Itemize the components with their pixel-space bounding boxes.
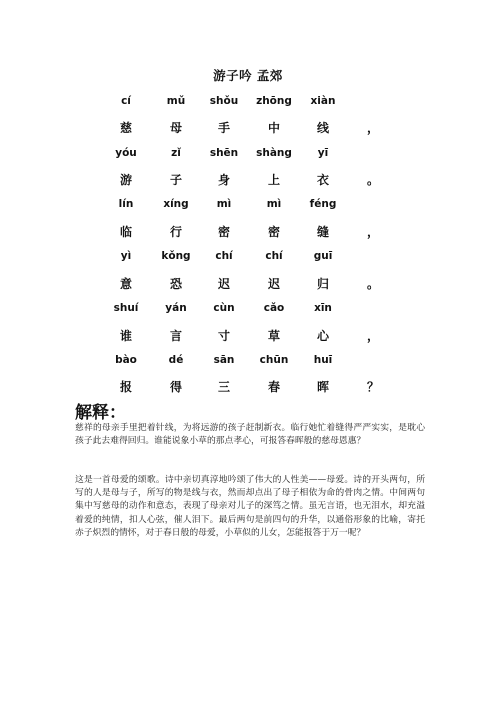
character-line-6 <box>0 378 496 396</box>
pinyin: kǒng <box>161 250 191 262</box>
character: 迟 <box>217 277 230 291</box>
explanation-heading: 解释： <box>75 403 126 423</box>
pinyin-line-2 <box>0 147 496 165</box>
pinyin-line-3 <box>0 198 496 216</box>
pinyin: cǎo <box>263 302 285 314</box>
pinyin: shēn <box>209 147 239 159</box>
pinyin: zǐ <box>171 147 181 159</box>
character: 中 <box>267 121 280 135</box>
pinyin: yán <box>165 302 187 314</box>
character: 密 <box>217 225 230 239</box>
pinyin: sān <box>213 354 235 366</box>
character: 归 <box>316 277 329 291</box>
pinyin: huī <box>313 354 333 366</box>
pinyin: chūn <box>259 354 289 366</box>
character: 衣 <box>316 173 329 187</box>
punctuation: ， <box>366 121 379 135</box>
character: 身 <box>217 173 230 187</box>
character: 春 <box>267 380 280 394</box>
pinyin: guī <box>313 250 333 262</box>
pinyin: féng <box>309 198 337 210</box>
pinyin: shuí <box>113 302 139 314</box>
pinyin: xīn <box>314 302 332 314</box>
character: 慈 <box>119 121 132 135</box>
pinyin: xíng <box>163 198 189 210</box>
character: 晖 <box>316 380 329 394</box>
explanation-paragraph-1: 慈祥的母亲手里把着针线，为将远游的孩子赶制新衣。临行她忙着缝得严严实实，是耽心孩子此去难得回归。谁能说象小草的那点孝心，可报答春晖般的慈母恩惠？ <box>75 423 425 447</box>
character: 言 <box>169 329 182 343</box>
pinyin: xiàn <box>310 95 336 107</box>
character: 意 <box>119 277 132 291</box>
character: 手 <box>217 121 230 135</box>
pinyin: chí <box>215 250 233 262</box>
character: 谁 <box>119 329 132 343</box>
character-line-3 <box>0 223 496 241</box>
character: 游 <box>119 173 132 187</box>
character: 得 <box>169 380 182 394</box>
pinyin: lín <box>118 198 134 210</box>
poem-title: 游子吟 孟郊 <box>213 68 283 83</box>
character-line-1 <box>0 119 496 137</box>
pinyin-line-4 <box>0 250 496 268</box>
character: 行 <box>169 225 182 239</box>
character: 临 <box>119 225 132 239</box>
explanation-paragraph-2: 这是一首母爱的颂歌。诗中亲切真淳地吟颂了伟大的人性美——母爱。诗的开头两句，所写的人是母与子，所写的物是线与衣，然而却点出了母子相依为命的骨肉之情。中间两句集中写慈母的动作和意态，表现了母亲对儿子的深笃之情。虽无言语，也无泪水，却充溢着爱的纯情，扣人心弦，催人泪下。最后两句是前四句的升华，以通俗形象的比喻，寄托赤子炽烈的情怀，对于春日般的母爱，小草似的儿女，怎能报答于万一呢？ <box>75 475 425 538</box>
pinyin: cùn <box>213 302 235 314</box>
character: 缝 <box>316 225 329 239</box>
punctuation: ， <box>366 225 379 239</box>
punctuation: 。 <box>366 277 379 291</box>
pinyin: shǒu <box>209 95 239 107</box>
pinyin: mì <box>266 198 282 210</box>
character: 迟 <box>267 277 280 291</box>
character: 密 <box>267 225 280 239</box>
character-line-5 <box>0 327 496 345</box>
pinyin-line-5 <box>0 302 496 320</box>
character: 心 <box>316 329 329 343</box>
character-line-4 <box>0 275 496 293</box>
punctuation: ？ <box>366 380 379 394</box>
pinyin: shàng <box>256 147 292 159</box>
character: 三 <box>217 380 230 394</box>
character: 恐 <box>169 277 182 291</box>
character-line-2 <box>0 171 496 189</box>
character: 母 <box>169 121 182 135</box>
pinyin: dé <box>168 354 184 366</box>
character: 线 <box>316 121 329 135</box>
pinyin: mì <box>216 198 232 210</box>
character: 报 <box>119 380 132 394</box>
character: 草 <box>267 329 280 343</box>
pinyin: yī <box>317 147 329 159</box>
pinyin-line-1 <box>0 95 496 113</box>
pinyin-line-6 <box>0 354 496 372</box>
character: 寸 <box>217 329 230 343</box>
pinyin: mǔ <box>166 95 186 107</box>
pinyin: bào <box>115 354 137 366</box>
pinyin: yóu <box>115 147 137 159</box>
pinyin: yì <box>120 250 132 262</box>
pinyin: chí <box>265 250 283 262</box>
character: 子 <box>169 173 182 187</box>
punctuation: ， <box>366 329 379 343</box>
pinyin: zhōng <box>256 95 292 107</box>
character: 上 <box>267 173 280 187</box>
pinyin: cí <box>121 95 131 107</box>
punctuation: 。 <box>366 173 379 187</box>
